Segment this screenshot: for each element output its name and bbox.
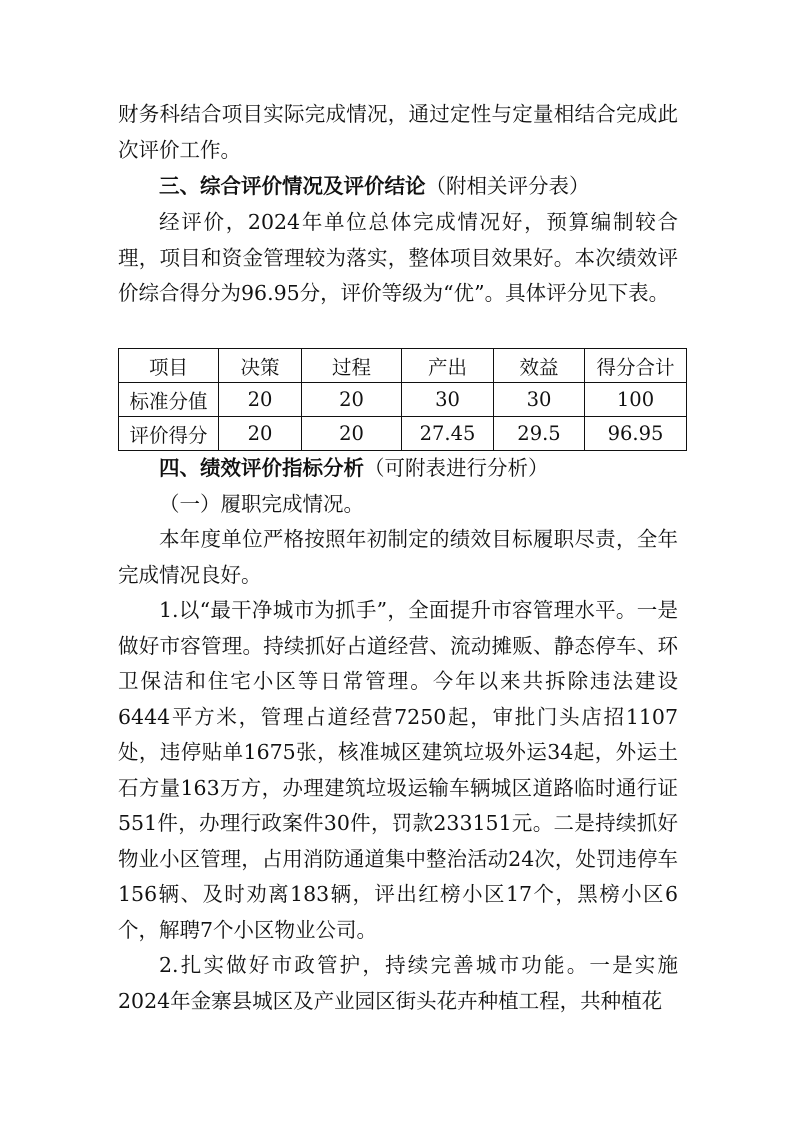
paragraph-conclusion: 经评价，2024年单位总体完成情况好，预算编制较合理，项目和资金管理较为落实，整体项目效果好。本次绩效评价综合得分为96.95分，评价等级为“优”。具体评分见下表。 [118,210,678,305]
table-cell: 27.45 [402,417,494,451]
paragraph-item-2: 2.扎实做好市政管护，持续完善城市功能。一是实施2024年金寨县城区及产业园区街头花卉种植工程，共种植花 [118,953,678,1013]
table-cell: 100 [585,383,687,417]
paragraph-item-1: 1.以“最干净城市为抓手”，全面提升市容管理水平。一是做好市容管理。持续抓好占道经营、流动摊贩、静态停车、环卫保洁和住宅小区等日常管理。今年以来共拆除违法建设6444平方米，管理占道经营7250起，审批门头店招1107处，违停贴单1675张，核准城区建筑垃圾外运34起，外运土石方量163万方，办理建筑垃圾运输车辆城区道路临时通行证551件，办理行政案件30件，罚款233151元。二是持续抓好物业小区管理，占用消防通道集中整治活动24次，处罚违停车156辆、及时劝离183辆，评出红榜小区17个，黑榜小区6个，解聘7个小区物业公司。 [118,598,678,942]
section-heading-3 [118,169,678,205]
section-heading-4 [118,451,678,487]
table-header-cell: 过程 [302,349,402,383]
table-cell: 20 [302,383,402,417]
table-header-cell: 得分合计 [585,349,687,383]
table-cell: 29.5 [494,417,585,451]
section-heading-3-title: 三、综合评价情况及评价结论 [159,174,426,198]
table-cell: 评价得分 [119,417,219,451]
paragraph-summary: 本年度单位严格按照年初制定的绩效目标履职尽责，全年完成情况良好。 [118,527,678,587]
table-cell: 30 [402,383,494,417]
table-header-cell: 效益 [494,349,585,383]
table-header-cell: 决策 [219,349,302,383]
table-cell: 20 [219,417,302,451]
table-header-cell: 项目 [119,349,219,383]
table-cell: 96.95 [585,417,687,451]
table-header-cell: 产出 [402,349,494,383]
paragraph-method: 财务科结合项目实际完成情况，通过定性与定量相结合完成此次评价工作。 [118,102,678,162]
table-row [119,417,687,451]
section-heading-3-note: （附相关评分表） [425,174,590,198]
subsection-heading: （一）履职完成情况。 [159,492,364,516]
section-heading-4-title: 四、绩效评价指标分析 [159,456,364,480]
table-cell: 30 [494,383,585,417]
table-row [119,383,687,417]
table-cell: 20 [302,417,402,451]
table-cell: 标准分值 [119,383,219,417]
table-header-row [119,349,687,383]
score-table [118,348,687,451]
section-heading-4-note: （可附表进行分析） [364,456,549,480]
table-cell: 20 [219,383,302,417]
